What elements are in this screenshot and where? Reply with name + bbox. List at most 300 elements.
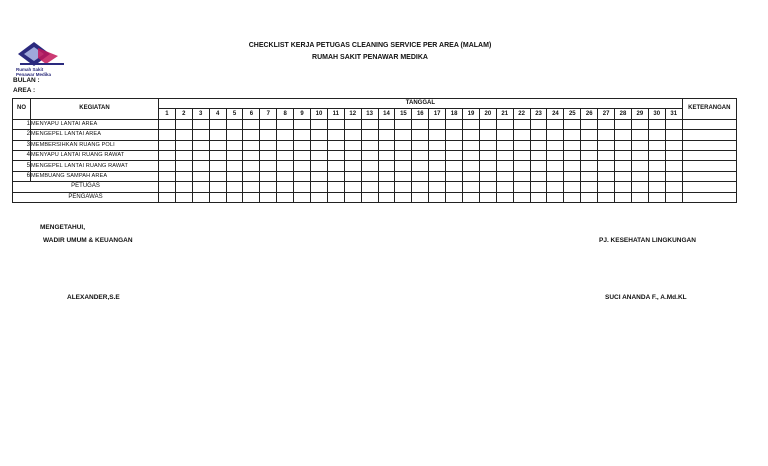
row-number: 4 (13, 150, 31, 160)
check-cell[interactable] (378, 150, 395, 160)
check-cell[interactable] (429, 140, 446, 150)
day-header: 23 (530, 109, 547, 119)
check-cell[interactable] (479, 140, 496, 150)
check-cell[interactable] (311, 130, 328, 140)
check-cell[interactable] (615, 150, 632, 160)
check-cell[interactable] (429, 150, 446, 160)
check-cell[interactable] (327, 140, 344, 150)
check-cell[interactable] (344, 171, 361, 181)
check-cell[interactable] (429, 171, 446, 181)
check-cell[interactable] (192, 150, 209, 160)
check-cell[interactable] (159, 171, 176, 181)
check-cell[interactable] (648, 119, 665, 129)
left-signer-title: WADIR UMUM & KEUANGAN (43, 237, 133, 244)
check-cell[interactable] (294, 192, 311, 202)
check-cell[interactable] (564, 130, 581, 140)
check-cell[interactable] (192, 171, 209, 181)
day-header: 4 (209, 109, 226, 119)
check-cell[interactable] (598, 130, 615, 140)
day-header: 27 (598, 109, 615, 119)
day-header: 11 (327, 109, 344, 119)
check-cell[interactable] (327, 119, 344, 129)
day-header: 22 (513, 109, 530, 119)
check-cell[interactable] (665, 182, 682, 192)
check-cell[interactable] (530, 171, 547, 181)
check-cell[interactable] (598, 182, 615, 192)
check-cell[interactable] (344, 150, 361, 160)
check-cell[interactable] (496, 150, 513, 160)
check-cell[interactable] (260, 150, 277, 160)
keterangan-cell[interactable] (682, 171, 736, 181)
logo-bar (20, 63, 64, 65)
check-cell[interactable] (192, 161, 209, 171)
check-cell[interactable] (294, 182, 311, 192)
check-cell[interactable] (395, 140, 412, 150)
check-cell[interactable] (513, 140, 530, 150)
check-cell[interactable] (226, 140, 243, 150)
check-cell[interactable] (344, 192, 361, 202)
check-cell[interactable] (463, 192, 480, 202)
check-cell[interactable] (175, 192, 192, 202)
check-cell[interactable] (159, 192, 176, 202)
check-cell[interactable] (665, 119, 682, 129)
check-cell[interactable] (209, 171, 226, 181)
check-cell[interactable] (598, 161, 615, 171)
check-cell[interactable] (665, 192, 682, 202)
check-cell[interactable] (159, 130, 176, 140)
check-cell[interactable] (547, 171, 564, 181)
check-cell[interactable] (243, 130, 260, 140)
check-cell[interactable] (598, 171, 615, 181)
check-cell[interactable] (615, 119, 632, 129)
check-cell[interactable] (412, 192, 429, 202)
check-cell[interactable] (311, 182, 328, 192)
check-cell[interactable] (277, 161, 294, 171)
check-cell[interactable] (361, 182, 378, 192)
check-cell[interactable] (175, 171, 192, 181)
check-cell[interactable] (496, 182, 513, 192)
col-no-header: NO (13, 99, 31, 120)
check-cell[interactable] (581, 161, 598, 171)
check-cell[interactable] (513, 161, 530, 171)
check-cell[interactable] (294, 171, 311, 181)
row-number: 6 (13, 171, 31, 181)
check-cell[interactable] (344, 130, 361, 140)
check-cell[interactable] (226, 192, 243, 202)
activity-label: MENYAPU LANTAI AREA (31, 119, 159, 129)
check-cell[interactable] (429, 192, 446, 202)
check-cell[interactable] (615, 171, 632, 181)
day-header: 12 (344, 109, 361, 119)
check-cell[interactable] (530, 150, 547, 160)
day-header: 2 (175, 109, 192, 119)
day-header: 18 (446, 109, 463, 119)
day-header: 14 (378, 109, 395, 119)
check-cell[interactable] (311, 161, 328, 171)
check-cell[interactable] (429, 161, 446, 171)
check-cell[interactable] (429, 119, 446, 129)
check-cell[interactable] (260, 171, 277, 181)
check-cell[interactable] (311, 192, 328, 202)
check-cell[interactable] (277, 150, 294, 160)
check-cell[interactable] (513, 130, 530, 140)
check-cell[interactable] (479, 150, 496, 160)
check-cell[interactable] (412, 130, 429, 140)
check-cell[interactable] (547, 140, 564, 150)
check-cell[interactable] (648, 171, 665, 181)
check-cell[interactable] (209, 192, 226, 202)
bulan-label: BULAN : (13, 77, 40, 84)
check-cell[interactable] (429, 182, 446, 192)
check-cell[interactable] (378, 130, 395, 140)
check-cell[interactable] (513, 182, 530, 192)
check-cell[interactable] (665, 130, 682, 140)
check-cell[interactable] (294, 140, 311, 150)
check-cell[interactable] (378, 171, 395, 181)
check-cell[interactable] (564, 150, 581, 160)
day-header: 21 (496, 109, 513, 119)
check-cell[interactable] (327, 130, 344, 140)
check-cell[interactable] (344, 182, 361, 192)
check-cell[interactable] (175, 130, 192, 140)
check-cell[interactable] (479, 119, 496, 129)
keterangan-cell[interactable] (682, 150, 736, 160)
day-header: 1 (159, 109, 176, 119)
check-cell[interactable] (175, 150, 192, 160)
check-cell[interactable] (243, 182, 260, 192)
check-cell[interactable] (479, 192, 496, 202)
check-cell[interactable] (598, 119, 615, 129)
check-cell[interactable] (226, 150, 243, 160)
check-cell[interactable] (530, 182, 547, 192)
check-cell[interactable] (446, 171, 463, 181)
keterangan-cell[interactable] (682, 119, 736, 129)
check-cell[interactable] (615, 140, 632, 150)
check-cell[interactable] (615, 161, 632, 171)
check-cell[interactable] (260, 192, 277, 202)
check-cell[interactable] (243, 119, 260, 129)
check-cell[interactable] (159, 161, 176, 171)
table-row (13, 130, 737, 140)
check-cell[interactable] (446, 130, 463, 140)
check-cell[interactable] (209, 150, 226, 160)
check-cell[interactable] (311, 140, 328, 150)
day-header: 29 (631, 109, 648, 119)
check-cell[interactable] (479, 171, 496, 181)
check-cell[interactable] (648, 182, 665, 192)
check-cell[interactable] (463, 130, 480, 140)
day-header: 19 (463, 109, 480, 119)
check-cell[interactable] (311, 171, 328, 181)
check-cell[interactable] (395, 130, 412, 140)
check-cell[interactable] (530, 119, 547, 129)
check-cell[interactable] (327, 161, 344, 171)
check-cell[interactable] (361, 119, 378, 129)
day-header: 25 (564, 109, 581, 119)
check-cell[interactable] (395, 161, 412, 171)
check-cell[interactable] (361, 161, 378, 171)
check-cell[interactable] (581, 192, 598, 202)
check-cell[interactable] (581, 182, 598, 192)
check-cell[interactable] (294, 130, 311, 140)
check-cell[interactable] (598, 150, 615, 160)
check-cell[interactable] (564, 140, 581, 150)
check-cell[interactable] (564, 192, 581, 202)
check-cell[interactable] (412, 161, 429, 171)
check-cell[interactable] (260, 140, 277, 150)
pengawas-row-label: PENGAWAS (13, 192, 159, 202)
check-cell[interactable] (631, 140, 648, 150)
check-cell[interactable] (530, 161, 547, 171)
check-cell[interactable] (581, 119, 598, 129)
check-cell[interactable] (479, 161, 496, 171)
keterangan-cell[interactable] (682, 182, 736, 192)
check-cell[interactable] (564, 119, 581, 129)
check-cell[interactable] (344, 140, 361, 150)
day-header: 16 (412, 109, 429, 119)
check-cell[interactable] (226, 171, 243, 181)
check-cell[interactable] (631, 182, 648, 192)
check-cell[interactable] (530, 192, 547, 202)
check-cell[interactable] (564, 171, 581, 181)
check-cell[interactable] (378, 182, 395, 192)
check-cell[interactable] (260, 130, 277, 140)
check-cell[interactable] (564, 161, 581, 171)
check-cell[interactable] (496, 161, 513, 171)
check-cell[interactable] (192, 140, 209, 150)
check-cell[interactable] (344, 161, 361, 171)
check-cell[interactable] (277, 182, 294, 192)
check-cell[interactable] (260, 119, 277, 129)
check-cell[interactable] (412, 119, 429, 129)
check-cell[interactable] (446, 119, 463, 129)
check-cell[interactable] (631, 192, 648, 202)
check-cell[interactable] (192, 119, 209, 129)
check-cell[interactable] (648, 150, 665, 160)
check-cell[interactable] (209, 140, 226, 150)
check-cell[interactable] (361, 140, 378, 150)
check-cell[interactable] (327, 192, 344, 202)
check-cell[interactable] (547, 130, 564, 140)
check-cell[interactable] (513, 171, 530, 181)
check-cell[interactable] (598, 140, 615, 150)
row-number: 5 (13, 161, 31, 171)
keterangan-cell[interactable] (682, 192, 736, 202)
check-cell[interactable] (395, 171, 412, 181)
check-cell[interactable] (615, 182, 632, 192)
check-cell[interactable] (412, 171, 429, 181)
day-header: 3 (192, 109, 209, 119)
check-cell[interactable] (665, 161, 682, 171)
check-cell[interactable] (294, 119, 311, 129)
check-cell[interactable] (530, 140, 547, 150)
check-cell[interactable] (581, 150, 598, 160)
check-cell[interactable] (581, 130, 598, 140)
check-cell[interactable] (479, 130, 496, 140)
hospital-name: RUMAH SAKIT PENAWAR MEDIKA (312, 54, 428, 61)
check-cell[interactable] (277, 130, 294, 140)
check-cell[interactable] (547, 119, 564, 129)
check-cell[interactable] (446, 140, 463, 150)
check-cell[interactable] (311, 150, 328, 160)
check-cell[interactable] (615, 192, 632, 202)
check-cell[interactable] (277, 192, 294, 202)
day-header: 17 (429, 109, 446, 119)
check-cell[interactable] (395, 119, 412, 129)
check-cell[interactable] (209, 119, 226, 129)
check-cell[interactable] (648, 130, 665, 140)
check-cell[interactable] (294, 161, 311, 171)
check-cell[interactable] (311, 119, 328, 129)
check-cell[interactable] (243, 171, 260, 181)
check-cell[interactable] (361, 130, 378, 140)
check-cell[interactable] (260, 161, 277, 171)
document-title: CHECKLIST KERJA PETUGAS CLEANING SERVICE PER AREA (MALAM) (248, 42, 492, 49)
day-header: 10 (311, 109, 328, 119)
check-cell[interactable] (463, 182, 480, 192)
check-cell[interactable] (513, 150, 530, 160)
check-cell[interactable] (395, 182, 412, 192)
check-cell[interactable] (361, 171, 378, 181)
check-cell[interactable] (412, 140, 429, 150)
check-cell[interactable] (159, 140, 176, 150)
check-cell[interactable] (463, 161, 480, 171)
area-label: AREA : (13, 87, 36, 94)
check-cell[interactable] (159, 119, 176, 129)
check-cell[interactable] (243, 161, 260, 171)
check-cell[interactable] (412, 150, 429, 160)
check-cell[interactable] (513, 119, 530, 129)
check-cell[interactable] (429, 130, 446, 140)
check-cell[interactable] (631, 161, 648, 171)
check-cell[interactable] (175, 182, 192, 192)
check-cell[interactable] (327, 182, 344, 192)
check-cell[interactable] (378, 192, 395, 202)
check-cell[interactable] (631, 150, 648, 160)
check-cell[interactable] (226, 161, 243, 171)
check-cell[interactable] (378, 119, 395, 129)
check-cell[interactable] (446, 150, 463, 160)
check-cell[interactable] (665, 171, 682, 181)
check-cell[interactable] (175, 119, 192, 129)
check-cell[interactable] (648, 192, 665, 202)
check-cell[interactable] (226, 119, 243, 129)
check-cell[interactable] (547, 192, 564, 202)
check-cell[interactable] (243, 150, 260, 160)
activity-label: MEMBUANG SAMPAH AREA (31, 171, 159, 181)
check-cell[interactable] (327, 171, 344, 181)
check-cell[interactable] (361, 192, 378, 202)
check-cell[interactable] (412, 182, 429, 192)
keterangan-cell[interactable] (682, 161, 736, 171)
check-cell[interactable] (175, 161, 192, 171)
check-cell[interactable] (463, 171, 480, 181)
check-cell[interactable] (564, 182, 581, 192)
check-cell[interactable] (496, 119, 513, 129)
check-cell[interactable] (496, 130, 513, 140)
check-cell[interactable] (581, 140, 598, 150)
check-cell[interactable] (615, 130, 632, 140)
check-cell[interactable] (344, 119, 361, 129)
logo-caption-line2: Penawar Medika (16, 72, 52, 77)
check-cell[interactable] (547, 182, 564, 192)
check-cell[interactable] (496, 192, 513, 202)
check-cell[interactable] (277, 119, 294, 129)
check-cell[interactable] (226, 130, 243, 140)
right-signer-name: SUCI ANANDA F., A.Md.KL (605, 294, 687, 301)
check-cell[interactable] (192, 182, 209, 192)
check-cell[interactable] (547, 161, 564, 171)
check-cell[interactable] (479, 182, 496, 192)
check-cell[interactable] (327, 150, 344, 160)
keterangan-cell[interactable] (682, 130, 736, 140)
check-cell[interactable] (446, 182, 463, 192)
check-cell[interactable] (209, 161, 226, 171)
col-keterangan-header: KETERANGAN (682, 99, 736, 120)
check-cell[interactable] (243, 140, 260, 150)
check-cell[interactable] (446, 192, 463, 202)
check-cell[interactable] (361, 150, 378, 160)
check-cell[interactable] (496, 140, 513, 150)
check-cell[interactable] (463, 140, 480, 150)
check-cell[interactable] (277, 171, 294, 181)
check-cell[interactable] (226, 182, 243, 192)
check-cell[interactable] (496, 171, 513, 181)
check-cell[interactable] (513, 192, 530, 202)
check-cell[interactable] (209, 130, 226, 140)
check-cell[interactable] (648, 161, 665, 171)
row-number: 2 (13, 130, 31, 140)
check-cell[interactable] (378, 140, 395, 150)
check-cell[interactable] (547, 150, 564, 160)
check-cell[interactable] (192, 192, 209, 202)
day-header: 24 (547, 109, 564, 119)
check-cell[interactable] (243, 192, 260, 202)
check-cell[interactable] (648, 140, 665, 150)
check-cell[interactable] (294, 150, 311, 160)
check-cell[interactable] (665, 140, 682, 150)
mengetahui-label: MENGETAHUI, (40, 224, 86, 231)
check-cell[interactable] (395, 192, 412, 202)
day-header: 7 (260, 109, 277, 119)
check-cell[interactable] (463, 150, 480, 160)
check-cell[interactable] (277, 140, 294, 150)
check-cell[interactable] (530, 130, 547, 140)
check-cell[interactable] (631, 171, 648, 181)
check-cell[interactable] (260, 182, 277, 192)
check-cell[interactable] (463, 119, 480, 129)
check-cell[interactable] (159, 182, 176, 192)
petugas-row-label: PETUGAS (13, 182, 159, 192)
check-cell[interactable] (395, 150, 412, 160)
check-cell[interactable] (665, 150, 682, 160)
row-number: 3 (13, 140, 31, 150)
check-cell[interactable] (192, 130, 209, 140)
check-cell[interactable] (378, 161, 395, 171)
check-cell[interactable] (581, 171, 598, 181)
check-cell[interactable] (175, 140, 192, 150)
table-row (13, 171, 737, 181)
table-header-row-1 (13, 99, 737, 109)
check-cell[interactable] (598, 192, 615, 202)
check-cell[interactable] (631, 130, 648, 140)
check-cell[interactable] (631, 119, 648, 129)
day-header: 9 (294, 109, 311, 119)
check-cell[interactable] (159, 150, 176, 160)
check-cell[interactable] (446, 161, 463, 171)
check-cell[interactable] (209, 182, 226, 192)
keterangan-cell[interactable] (682, 140, 736, 150)
